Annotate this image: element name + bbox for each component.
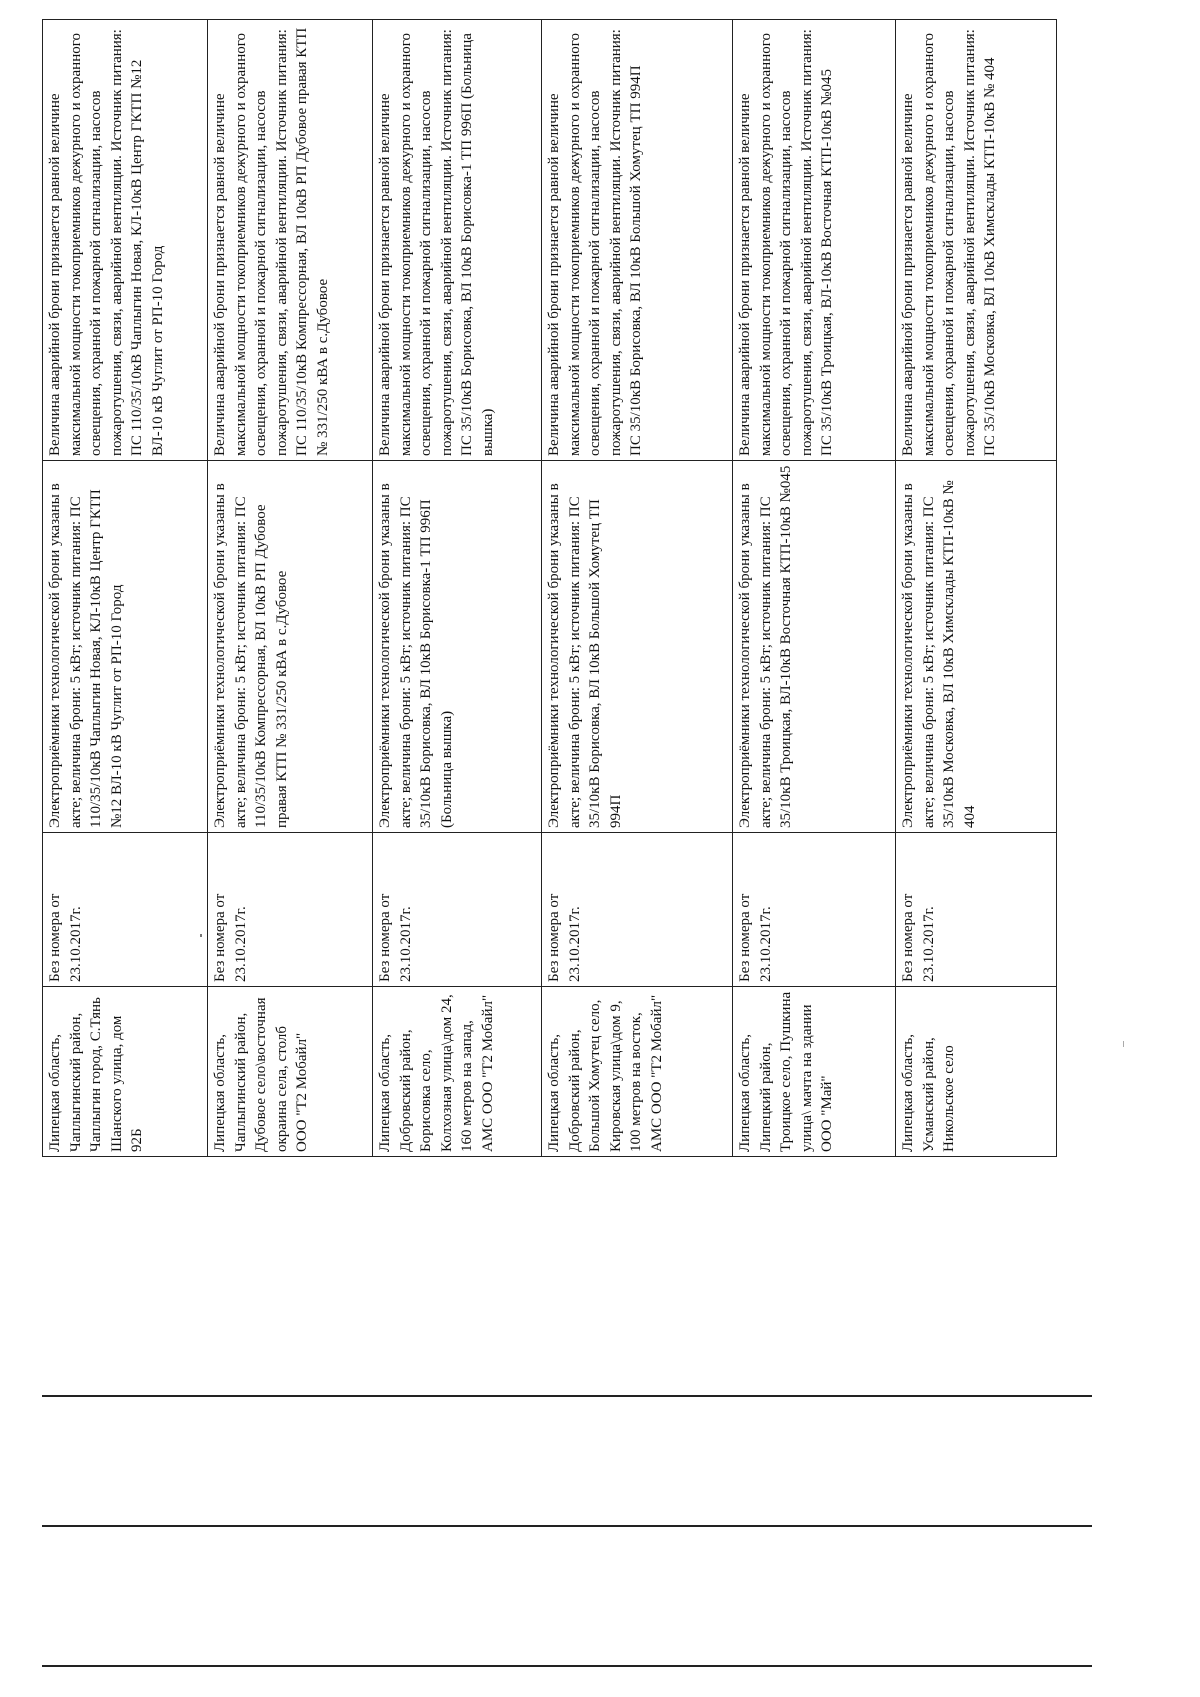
divider-line	[42, 1395, 1092, 1397]
table-row	[208, 20, 373, 1157]
scan-speck	[1123, 1041, 1124, 1047]
act-cell: Без номера от 23.10.2017г.	[373, 833, 542, 987]
table-row	[43, 20, 208, 1157]
emergency-reserve-cell: Величина аварийной брони признается равной величине максимальной мощности токоприемников дежурного и охранного освещения, охранной и пожарной сигнализации, насосов пожаротушения, связи, аварийной вентиляции. Источник питания: ПС 110/35/10кВ Компрессорная, ВЛ 10кВ РП Дубовое правая КТП № 331/250 кВА в с.Дубовое	[208, 20, 373, 461]
address-cell: Липецкая область, Чаплыгинский район, Дубовое село\восточная окраина села, столб ООО "Т2 Мобайл"	[208, 987, 373, 1157]
technological-reserve-cell: Электроприёмники технологической брони указаны в акте; величина брони: 5 кВт; источник питания: ПС 110/35/10кВ Компрессорная, ВЛ 10кВ РП Дубовое правая КТП № 331/250 кВА в с.Дубовое	[208, 461, 373, 833]
table-row	[733, 20, 896, 1157]
address-cell: Липецкая область, Добровский район, Большой Хомутец село, Кировская улица\дом 9, 100 метров на восток, АМС ООО "Т2 Мобайл"	[542, 987, 733, 1157]
act-cell: Без номера от 23.10.2017г.	[542, 833, 733, 987]
divider-line	[42, 1665, 1092, 1667]
reservation-table	[42, 19, 1057, 1157]
divider-line	[42, 1525, 1092, 1527]
address-cell: Липецкая область, Добровский район, Борисовка село, Колхозная улица\дом 24, 160 метров на запад, АМС ООО "Т2 Мобайл"	[373, 987, 542, 1157]
address-cell: Липецкая область, Усманский район, Никольское село	[896, 987, 1057, 1157]
technological-reserve-cell: Электроприёмники технологической брони указаны в акте; величина брони: 5 кВт; источник питания: ПС 35/10кВ Троицкая, ВЛ-10кВ Восточная КТП-10кВ №045	[733, 461, 896, 833]
act-cell: Без номера от 23.10.2017г.	[896, 833, 1057, 987]
table-row	[896, 20, 1057, 1157]
address-cell: Липецкая область, Липецкий район, Троицкое село, Пушкина улица\ мачта на здании ООО "Май"	[733, 987, 896, 1157]
table-row	[373, 20, 542, 1157]
technological-reserve-cell: Электроприёмники технологической брони указаны в акте; величина брони: 5 кВт; источник питания: ПС 35/10кВ Борисовка, ВЛ 10кВ Борисовка-1 ТП 996П (Больница вышка)	[373, 461, 542, 833]
table-row	[542, 20, 733, 1157]
act-cell: Без номера от 23.10.2017г.	[208, 833, 373, 987]
emergency-reserve-cell: Величина аварийной брони признается равной величине максимальной мощности токоприемников дежурного и охранного освещения, охранной и пожарной сигнализации, насосов пожаротушения, связи, аварийной вентиляции. Источник питания: ПС 35/10кВ Борисовка, ВЛ 10кВ Большой Хомутец ТП 994П	[542, 20, 733, 461]
emergency-reserve-cell: Величина аварийной брони признается равной величине максимальной мощности токоприемников дежурного и охранного освещения, охранной и пожарной сигнализации, насосов пожаротушения, связи, аварийной вентиляции. Источник питания: ПС 35/10кВ Московка, ВЛ 10кВ Химсклады КТП-10кВ № 404	[896, 20, 1057, 461]
technological-reserve-cell: Электроприёмники технологической брони указаны в акте; величина брони: 5 кВт; источник питания: ПС 110/35/10кВ Чаплыгин Новая, КЛ-10кВ Центр ГКТП №12 ВЛ-10 кВ Чуглит от РП-10 Город	[43, 461, 208, 833]
act-cell: Без номера от 23.10.2017г.	[43, 833, 208, 987]
technological-reserve-cell: Электроприёмники технологической брони указаны в акте; величина брони: 5 кВт; источник питания: ПС 35/10кВ Борисовка, ВЛ 10кВ Большой Хомутец ТП 994П	[542, 461, 733, 833]
scan-speck	[200, 934, 202, 937]
technological-reserve-cell: Электроприёмники технологической брони указаны в акте; величина брони: 5 кВт; источник питания: ПС 35/10кВ Московка, ВЛ 10кВ Химсклады КТП-10кВ № 404	[896, 461, 1057, 833]
act-cell: Без номера от 23.10.2017г.	[733, 833, 896, 987]
emergency-reserve-cell: Величина аварийной брони признается равной величине максимальной мощности токоприемников дежурного и охранного освещения, охранной и пожарной сигнализации, насосов пожаротушения, связи, аварийной вентиляции. Источник питания: ПС 35/10кВ Троицкая, ВЛ-10кВ Восточная КТП-10кВ №045	[733, 20, 896, 461]
emergency-reserve-cell: Величина аварийной брони признается равной величине максимальной мощности токоприемников дежурного и охранного освещения, охранной и пожарной сигнализации, насосов пожаротушения, связи, аварийной вентиляции. Источник питания: ПС 35/10кВ Борисовка, ВЛ 10кВ Борисовка-1 ТП 996П (Больница вышка)	[373, 20, 542, 461]
emergency-reserve-cell: Величина аварийной брони признается равной величине максимальной мощности токоприемников дежурного и охранного освещения, охранной и пожарной сигнализации, насосов пожаротушения, связи, аварийной вентиляции. Источник питания: ПС 110/35/10кВ Чаплыгин Новая, КЛ-10кВ Центр ГКТП №12 ВЛ-10 кВ Чуглит от РП-10 Город	[43, 20, 208, 461]
address-cell: Липецкая область, Чаплыгинский район, Чаплыгин город, С.Тянь Шанского улица, дом 92Б	[43, 987, 208, 1157]
